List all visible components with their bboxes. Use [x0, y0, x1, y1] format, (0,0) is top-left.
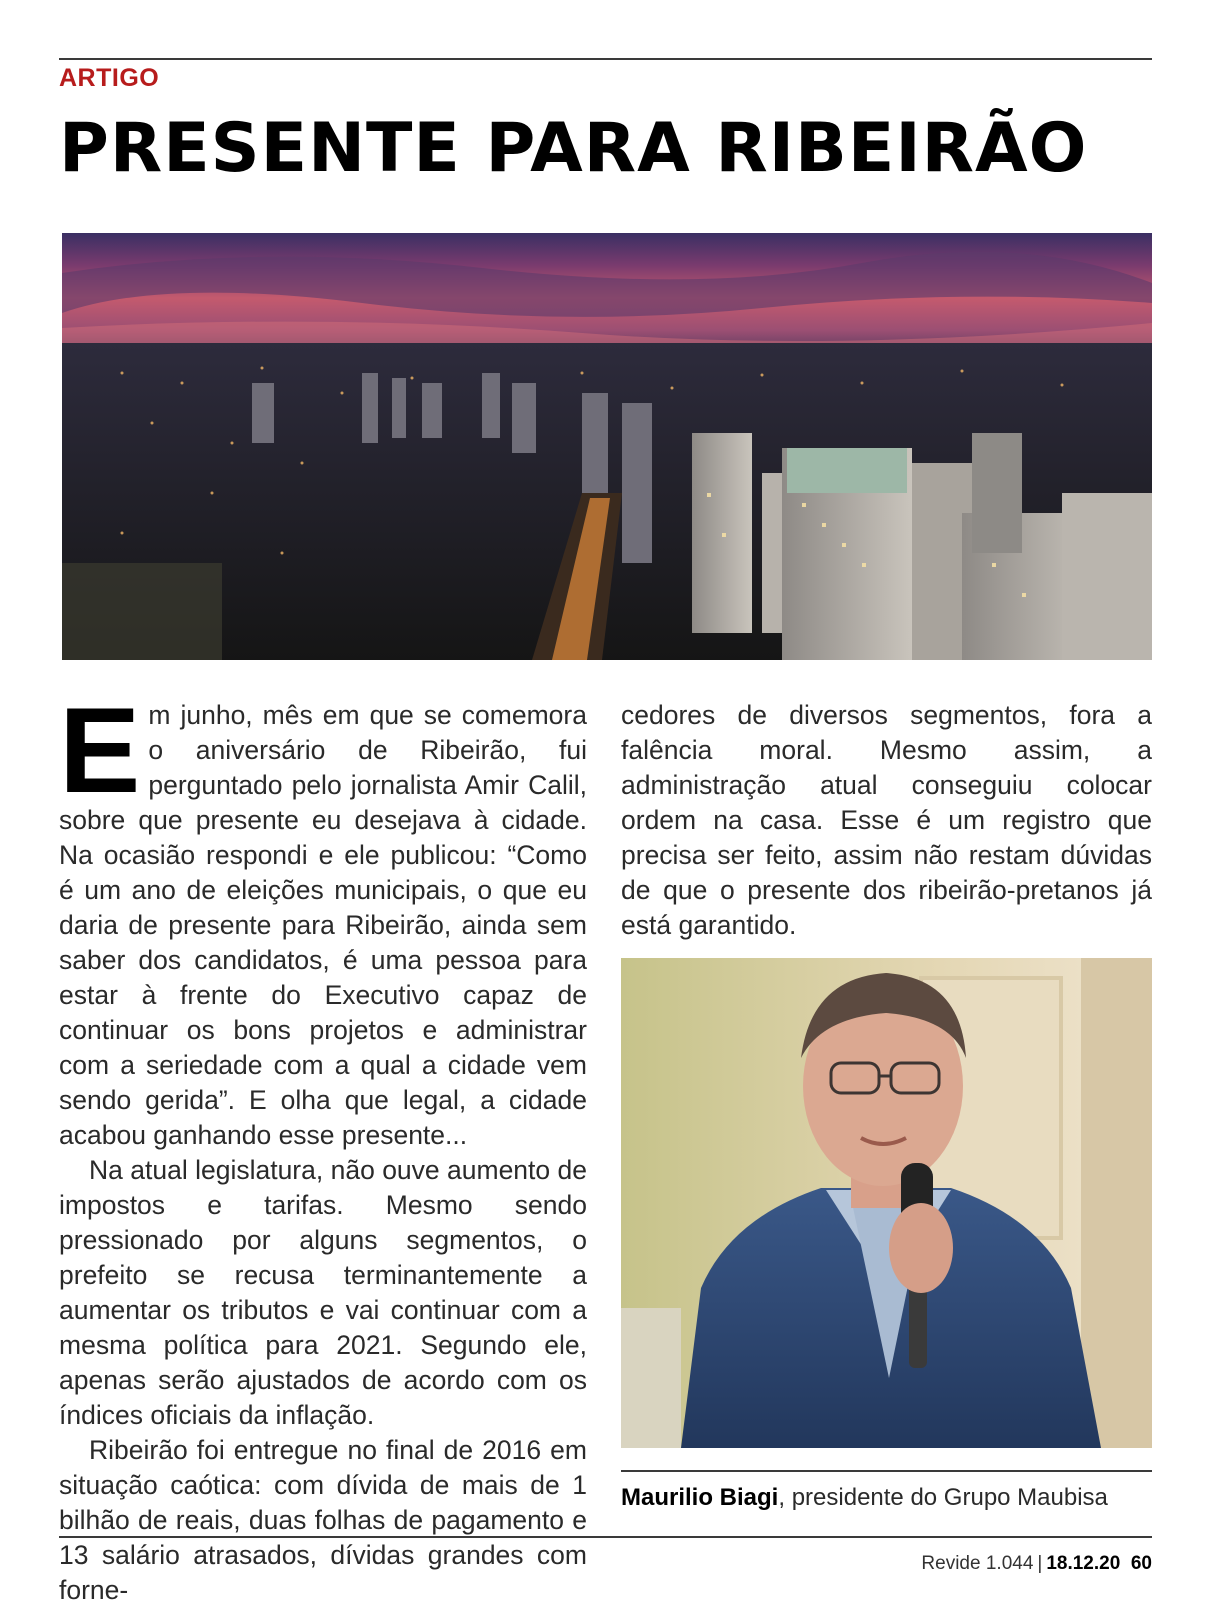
article-column-left: [59, 682, 587, 1608]
page-number: 60: [1130, 1553, 1152, 1574]
photo-caption: [621, 1484, 1181, 1512]
section-label: ARTIGO: [59, 64, 160, 92]
drop-cap: E: [59, 682, 141, 818]
paragraph-3: Ribeirão foi entregue no final de 2016 em situação caótica: com dívida de mais de 1 bilhão de reais, duas folhas de pagamento e 13 salário atrasados, dívidas grandes com forne-: [59, 1435, 587, 1605]
caption-role: , presidente do Grupo Maubisa: [778, 1484, 1108, 1511]
headline: PRESENTE PARA RIBEIRÃO: [59, 109, 1088, 188]
paragraph-4: cedores de diversos segmentos, fora a falência moral. Mesmo assim, a administração atual conseguiu colocar ordem na casa. Esse é um registro que precisa ser feito, assim não restam dúvidas de que o presente dos ribeirão-pretanos já está garantido.: [621, 700, 1152, 940]
footer-date: 18.12.20: [1046, 1553, 1121, 1574]
paragraph-2: Na atual legislatura, não ouve aumento de impostos e tarifas. Mesmo sendo pressionado por alguns segmentos, o prefeito se recusa terminantemente a aumentar os tributos e vai continuar com a mesma política para 2021. Segundo ele, apenas serão ajustados de acordo com os índices oficiais da inflação.: [59, 1155, 587, 1430]
page-footer: [921, 1553, 1152, 1575]
bottom-rule: [59, 1536, 1152, 1538]
footer-publication: Revide 1.044: [921, 1553, 1034, 1574]
article-column-right: [621, 698, 1152, 943]
caption-name: Maurilio Biagi: [621, 1484, 779, 1511]
portrait-photo: [621, 958, 1152, 1448]
footer-separator: |: [1037, 1553, 1043, 1574]
paragraph-1: m junho, mês em que se comemora o aniversário de Ribeirão, fui perguntado pelo jornalista Amir Calil, sobre que presente eu desejava à cidade. Na ocasião respondi e ele publicou: “Como é um ano de eleições municipais, o que eu daria de presente para Ribeirão, ainda sem saber dos candidatos, é uma pessoa para estar à frente do Executivo capaz de continuar os bons projetos e administrar com a seriedade com a qual a cidade vem sendo gerida”. E olha que legal, a cidade acabou ganhando esse presente...: [59, 700, 587, 1150]
city-skyline-photo: [62, 233, 1152, 660]
caption-rule: [621, 1470, 1152, 1472]
top-rule: [59, 58, 1152, 60]
